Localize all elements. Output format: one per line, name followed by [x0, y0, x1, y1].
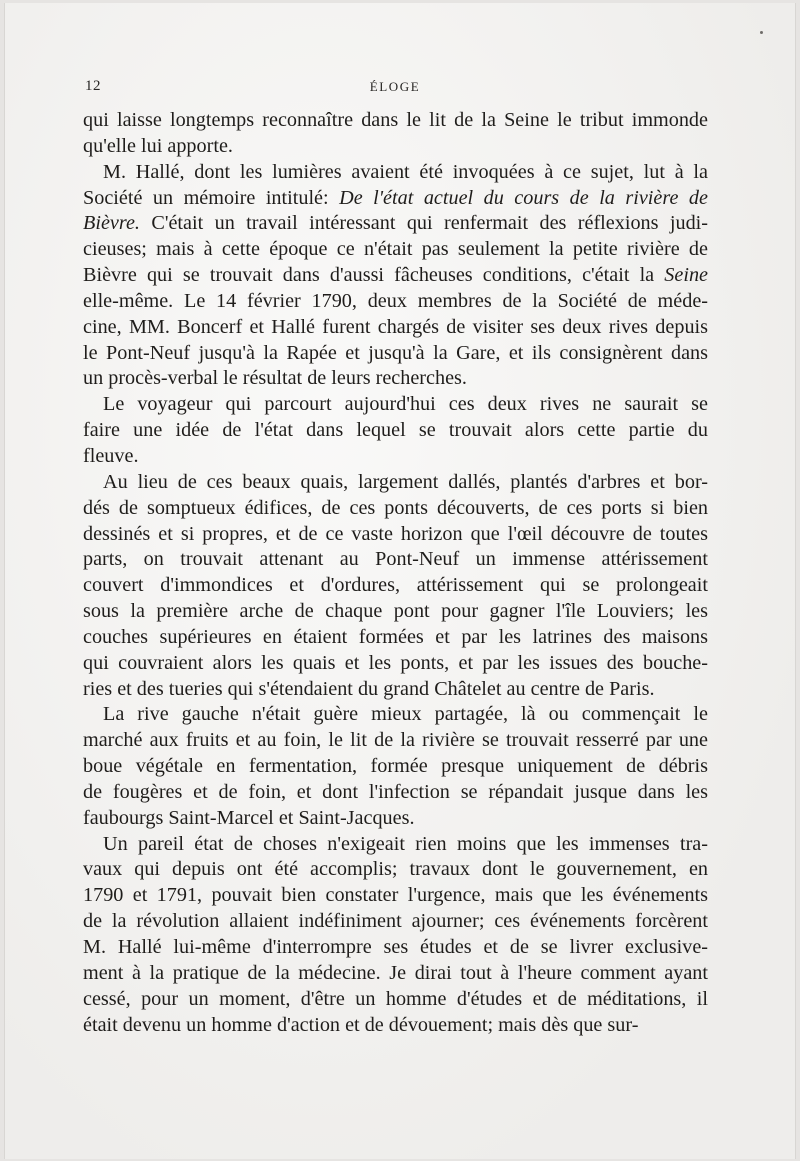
text-line [83, 186, 708, 212]
text-line [83, 315, 708, 341]
text-line [83, 961, 708, 987]
text-run: parts, on trouvait attenant au Pont-Neuf un immense attérissement [83, 548, 708, 571]
text-run: couvert d'immondices et d'ordures, attérissement qui se prolongeait [83, 574, 708, 597]
paragraph [83, 832, 708, 1039]
text-line [83, 987, 708, 1013]
text-run: Le voyageur qui parcourt aujourd'hui ces deux rives ne saurait se [103, 393, 708, 416]
text-line [83, 909, 708, 935]
text-run: faubourgs Saint-Marcel et Saint-Jacques. [83, 806, 415, 829]
text-line [83, 547, 708, 573]
text-line [83, 341, 708, 367]
text-run: de la révolution allaient indéfiniment ajourner; ces événements forcèrent [83, 910, 708, 933]
text-line [83, 780, 708, 806]
text-line [83, 1013, 708, 1039]
italic-text: Seine [664, 264, 708, 287]
text-run: C'était un travail intéressant qui renfermait des réflexions judi- [139, 212, 708, 235]
text-line [83, 728, 708, 754]
text-line [83, 702, 708, 728]
text-line [83, 237, 708, 263]
text-line [83, 522, 708, 548]
book-page [4, 3, 796, 1159]
text-line [83, 935, 708, 961]
text-run: dés de somptueux édifices, de ces ponts découverts, de ces ports si bien [83, 496, 708, 519]
text-run: de fougères et de foin, et dont l'infection se répandait jusque dans les [83, 780, 708, 803]
text-line [83, 470, 708, 496]
text-line [83, 366, 708, 392]
text-line [83, 883, 708, 909]
text-run: dessinés et si propres, et de ce vaste horizon que l'œil découvre de toutes [83, 522, 708, 545]
page-header [85, 78, 705, 100]
text-line [83, 651, 708, 677]
paragraph [83, 702, 708, 831]
running-title: ÉLOGE [369, 79, 421, 94]
text-run: était devenu un homme d'action et de dévouement; mais dès que sur- [83, 1013, 639, 1036]
paper-speck [760, 31, 763, 34]
text-run: ries et des tueries qui s'étendaient du grand Châtelet au centre de Paris. [83, 677, 655, 700]
text-line [83, 134, 708, 160]
text-line [83, 625, 708, 651]
text-line [83, 444, 708, 470]
text-line [83, 418, 708, 444]
text-run: vaux qui depuis ont été accomplis; travaux dont le gouvernement, en [83, 858, 708, 881]
text-line [83, 160, 708, 186]
text-run: couches supérieures en étaient formées et par les latrines des maisons [83, 625, 708, 648]
paragraph [83, 470, 708, 703]
text-run: Au lieu de ces beaux quais, largement dallés, plantés d'arbres et bor- [103, 470, 708, 493]
text-run: cieuses; mais à cette époque ce n'était pas seulement la petite rivière de [83, 238, 708, 261]
text-line [83, 599, 708, 625]
italic-text: Bièvre. [83, 212, 140, 235]
text-run: ment à la pratique de la médecine. Je dirai tout à l'heure comment ayant [83, 961, 708, 984]
text-run: elle-même. Le 14 février 1790, deux membres de la Société de méde- [83, 289, 708, 312]
text-run: La rive gauche n'était guère mieux partagée, là ou commençait le [103, 703, 708, 726]
text-line [83, 677, 708, 703]
page-number: 12 [85, 78, 101, 94]
text-run: cessé, pour un moment, d'être un homme d'études et de méditations, il [83, 987, 708, 1010]
text-line [83, 263, 708, 289]
text-line [83, 573, 708, 599]
text-run: boue végétale en fermentation, formée presque uniquement de débris [83, 755, 708, 778]
paragraph [83, 392, 708, 470]
paragraph [83, 160, 708, 393]
text-run: Société un mémoire intitulé: [83, 186, 340, 209]
text-run: qu'elle lui apporte. [83, 134, 233, 157]
body-text [83, 108, 708, 1038]
text-run: qui couvraient alors les quais et les ponts, et par les issues des bouche- [83, 651, 708, 674]
text-line [83, 857, 708, 883]
text-line [83, 754, 708, 780]
text-line [83, 289, 708, 315]
paragraph [83, 108, 708, 160]
text-line [83, 496, 708, 522]
text-run: marché aux fruits et au foin, le lit de la rivière se trouvait resserré par une [83, 729, 708, 752]
text-line [83, 108, 708, 134]
text-run: M. Hallé lui-même d'interrompre ses études et de se livrer exclusive- [83, 936, 708, 958]
text-run: M. Hallé, dont les lumières avaient été invoquées à ce sujet, lut à la [103, 160, 708, 183]
text-run: fleuve. [83, 444, 139, 467]
text-run: Un pareil état de choses n'exigeait rien moins que les immenses tra- [103, 832, 708, 855]
text-run: cine, MM. Boncerf et Hallé furent chargés de visiter ses deux rives depuis [83, 315, 708, 338]
text-run: qui laisse longtemps reconnaître dans le lit de la Seine le tribut immonde [83, 109, 708, 131]
text-run: faire une idée de l'état dans lequel se trouvait alors cette partie du [83, 419, 708, 442]
text-run: 1790 et 1791, pouvait bien constater l'urgence, mais que les événements [83, 884, 708, 907]
text-line [83, 806, 708, 832]
text-run: le Pont-Neuf jusqu'à la Rapée et jusqu'à la Gare, et ils consignèrent dans [83, 341, 708, 364]
text-run: un procès-verbal le résultat de leurs recherches. [83, 367, 467, 390]
text-run: sous la première arche de chaque pont pour gagner l'île Louviers; les [83, 600, 708, 623]
text-run: Bièvre qui se trouvait dans d'aussi fâcheuses conditions, c'était la [83, 264, 665, 287]
italic-text: De l'état actuel du cours de la rivière de [339, 186, 708, 209]
text-line [83, 392, 708, 418]
text-line [83, 211, 708, 237]
text-line [83, 832, 708, 858]
